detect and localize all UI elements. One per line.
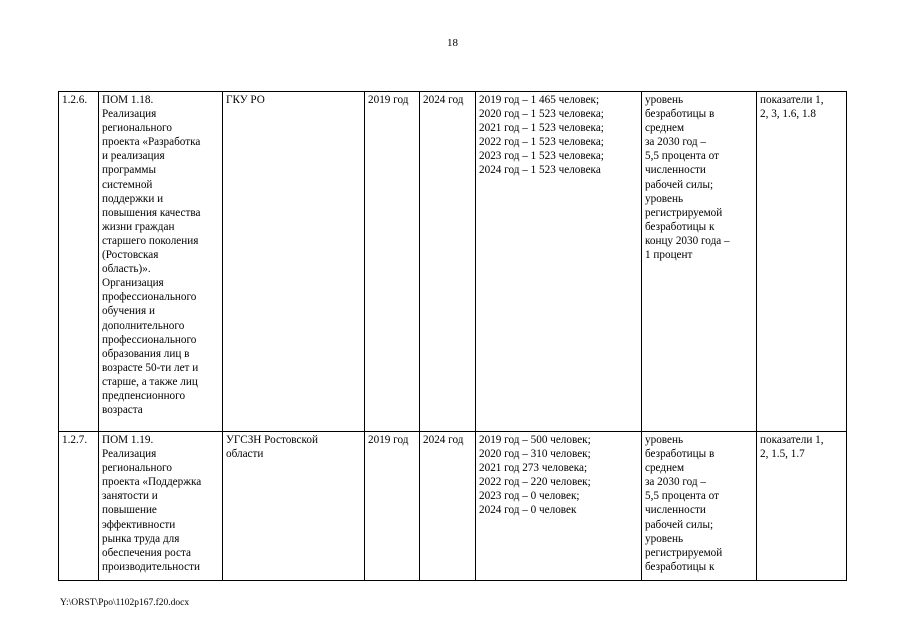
yearly-values: 2019 год – 500 человек; 2020 год – 310 человек; 2021 год 273 человека; 2022 год – 220 человек; 2023 год – 0 человек; 2024 год – 0 человек: [476, 432, 642, 581]
executor: ГКУ РО: [223, 92, 365, 432]
page-number: 18: [447, 37, 458, 49]
yearly-values: 2019 год – 1 465 человек; 2020 год – 1 523 человека; 2021 год – 1 523 человека; 2022 год – 1 523 человека; 2023 год – 1 523 человека; 2024 год – 1 523 человека: [476, 92, 642, 432]
row-number: 1.2.7.: [59, 432, 99, 581]
table-row: [59, 432, 847, 581]
measures-table: [58, 91, 847, 581]
executor: УГСЗН Ростовской области: [223, 432, 365, 581]
indicators: показатели 1, 2, 1.5, 1.7: [757, 432, 847, 581]
expected-result: уровень безработицы в среднем за 2030 год – 5,5 процента от численности рабочей силы; уровень регистрируемой безработицы к: [642, 432, 757, 581]
start-year: 2019 год: [365, 432, 420, 581]
row-number: 1.2.6.: [59, 92, 99, 432]
indicators: показатели 1, 2, 3, 1.6, 1.8: [757, 92, 847, 432]
table-row: [59, 92, 847, 432]
footer-file-path: Y:\ORST\Ppo\1102p167.f20.docx: [60, 598, 190, 608]
start-year: 2019 год: [365, 92, 420, 432]
end-year: 2024 год: [420, 92, 476, 432]
measure-name: ПОМ 1.19. Реализация регионального проекта «Поддержка занятости и повышение эффективности рынка труда для обеспечения роста производительности: [99, 432, 223, 581]
end-year: 2024 год: [420, 432, 476, 581]
expected-result: уровень безработицы в среднем за 2030 год – 5,5 процента от численности рабочей силы; уровень регистрируемой безработицы к концу 2030 года – 1 процент: [642, 92, 757, 432]
measure-name: ПОМ 1.18. Реализация регионального проекта «Разработка и реализация программы системной поддержки и повышения качества жизни граждан старшего поколения (Ростовская область)». Организация профессионального обучения и дополнительного профессионального образования лиц в возрасте 50-ти лет и старше, а также лиц предпенсионного возраста: [99, 92, 223, 432]
